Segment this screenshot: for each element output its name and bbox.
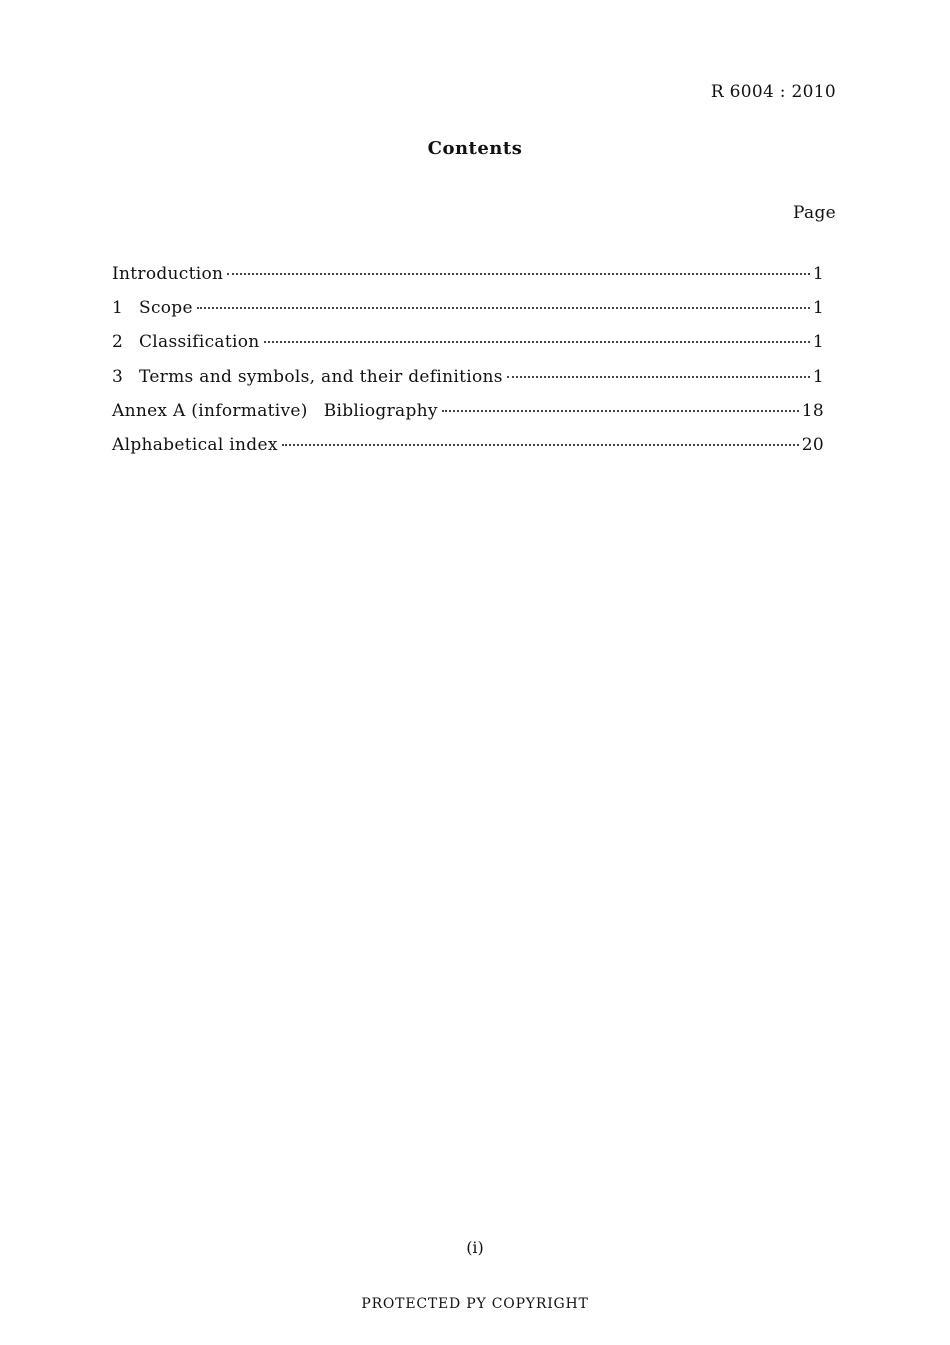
toc-entry-page: 1	[812, 366, 824, 387]
copyright-notice: PROTECTED РY COPYRIGHT	[361, 1296, 589, 1312]
toc-entry-terms-and-symbols[interactable]	[112, 367, 824, 401]
toc-entry-page: 20	[801, 434, 824, 455]
toc-entry-number: 2	[112, 332, 124, 353]
toc-entry-page: 1	[812, 264, 824, 284]
toc-entry-page: 1	[812, 298, 824, 319]
annex-title: Bibliography	[323, 400, 438, 421]
toc-entry-label: Introduction	[112, 264, 224, 284]
toc-entry-number: 1	[112, 298, 124, 319]
dot-leader	[442, 409, 799, 412]
toc-entry-introduction[interactable]	[112, 264, 824, 298]
toc-entry-label: Scope	[139, 298, 193, 319]
table-of-contents	[112, 264, 824, 469]
toc-entry-alphabetical-index[interactable]	[112, 435, 824, 469]
page-column-label: Page	[793, 203, 836, 223]
dot-leader	[197, 306, 810, 309]
page-folio: (i)	[466, 1238, 484, 1257]
toc-entry-label	[112, 401, 438, 421]
toc-entry-label: Alphabetical index	[112, 434, 278, 455]
toc-entry-annex-a[interactable]	[112, 401, 824, 435]
toc-entry-scope[interactable]	[112, 298, 824, 332]
page-title: Contents	[427, 138, 523, 159]
toc-entry-label: Classification	[139, 332, 260, 353]
toc-entry-classification[interactable]	[112, 332, 824, 366]
dot-leader	[507, 375, 810, 378]
toc-entry-number: 3	[112, 366, 124, 387]
toc-entry-page: 18	[801, 400, 824, 421]
annex-label: Annex A (informative)	[112, 400, 308, 421]
dot-leader	[227, 272, 810, 275]
dot-leader	[282, 443, 799, 446]
document-code: R 6004 : 2010	[710, 82, 836, 102]
dot-leader	[264, 340, 810, 343]
toc-entry-page: 1	[812, 332, 824, 353]
toc-entry-label: Terms and symbols, and their definitions	[139, 366, 503, 387]
